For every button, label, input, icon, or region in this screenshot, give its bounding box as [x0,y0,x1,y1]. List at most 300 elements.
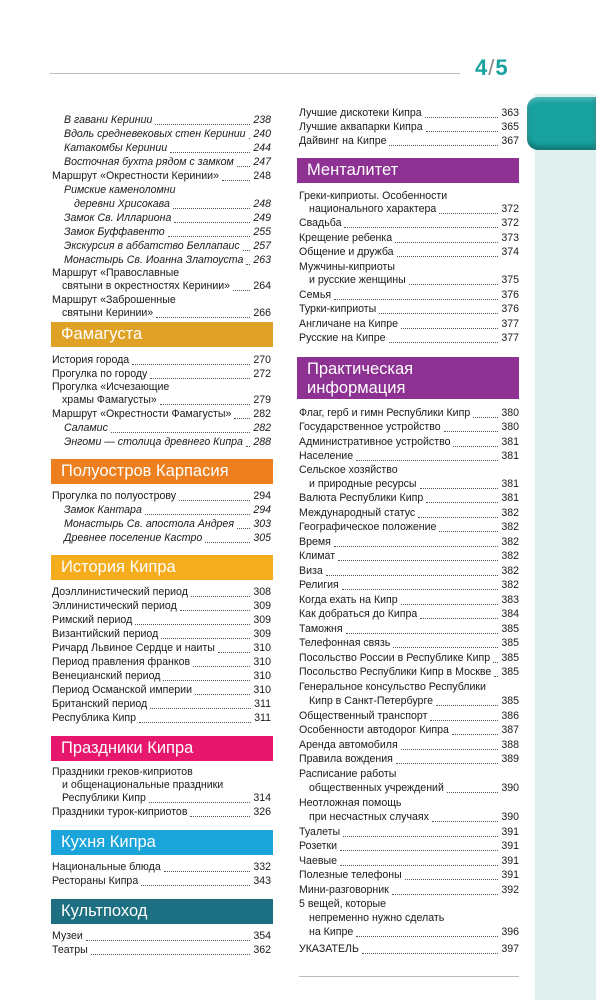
toc-entry-title: Когда ехать на Кипр [299,594,398,606]
toc-entry[interactable] [299,535,519,549]
toc-entry-title: Ричард Львиное Сердце и наиты [52,642,215,654]
toc-entry-title: на Кипре [309,926,354,938]
toc-entry[interactable] [299,506,519,520]
toc-leader-dots [356,449,498,461]
toc-entry-title: Римский период [52,614,133,626]
toc-entry[interactable] [299,665,519,679]
toc-entry-page: 305 [253,532,271,544]
toc-entry[interactable] [52,380,271,394]
toc-entry-title: Валюта Республики Кипр [299,492,424,504]
toc-entry-title: Крещение ребенка [299,232,393,244]
toc-entry[interactable] [64,183,271,197]
toc-entry[interactable] [299,231,519,245]
toc-entry[interactable] [299,449,519,463]
toc-entry-title: Лучшие аквапарки Кипра [299,121,423,133]
toc-entry-title: и природные ресурсы [309,478,417,490]
toc-leader-dots [392,883,498,895]
toc-entry-title: Венецианский период [52,670,161,682]
toc-entry-page: 374 [501,246,519,258]
toc-entry-page: 282 [253,422,271,434]
toc-entry-title: Расписание работы [299,768,397,780]
toc-leader-dots [161,627,250,639]
toc-leader-dots [222,169,250,181]
toc-entry[interactable] [299,120,519,134]
toc-leader-dots [243,239,250,251]
toc-leader-dots [170,141,250,153]
toc-leader-dots [425,106,498,118]
toc-leader-dots [195,683,250,695]
toc-entry-page: 264 [253,280,271,292]
toc-entry[interactable] [309,202,519,216]
toc-entry-title: УКАЗАТЕЛЬ [299,943,359,955]
toc-entry-page: 391 [501,840,519,852]
toc-entry-title: История города [52,354,130,366]
toc-entry[interactable] [64,141,271,155]
toc-entry-title: Прогулка «Исчезающие [52,381,170,393]
toc-entry-title: Неотложная помощь [299,797,402,809]
toc-entry[interactable] [309,477,519,491]
toc-entry[interactable] [299,680,519,694]
toc-entry[interactable] [299,622,519,636]
toc-entry[interactable] [52,293,271,307]
toc-entry-title: Рестораны Кипра [52,875,139,887]
toc-entry[interactable] [64,113,271,127]
toc-entry-title: Время [299,536,331,548]
toc-entry-title: Доэллинистический период [52,586,188,598]
toc-entry-page: 381 [501,436,519,448]
toc-leader-dots [338,549,498,561]
toc-entry-title: Административное устройство [299,436,451,448]
toc-entry-page: 282 [253,408,271,420]
toc-entry[interactable] [52,266,271,280]
toc-entry[interactable] [64,421,271,435]
toc-leader-dots [132,353,250,365]
toc-leader-dots [418,506,498,518]
toc-leader-dots [444,420,498,432]
toc-entry-page: 310 [253,684,271,696]
toc-leader-dots [237,517,250,529]
section-heading: Полуостров Карпасия [51,459,273,484]
toc-entry[interactable] [299,607,519,621]
toc-entry-page: 391 [501,855,519,867]
toc-entry[interactable] [52,489,271,503]
toc-entry-page: 294 [253,490,271,502]
toc-leader-dots [401,317,498,329]
toc-entry-page: 343 [253,875,271,887]
toc-entry[interactable] [299,189,519,203]
section-heading-line: информация [307,379,406,397]
toc-leader-dots [246,253,250,265]
toc-entry[interactable] [299,738,519,752]
toc-leader-dots [432,810,498,822]
toc-entry[interactable] [64,503,271,517]
toc-leader-dots [346,622,498,634]
toc-entry-title: Праздники турок-киприотов [52,806,188,818]
toc-entry-page: 377 [501,318,519,330]
page-current: 4 [475,55,488,80]
toc-leader-dots [173,197,250,209]
toc-entry-page: 270 [253,354,271,366]
toc-entry-title: Правила вождения [299,753,393,765]
toc-entry-page: 382 [501,579,519,591]
toc-entry-page: 376 [501,289,519,301]
toc-leader-dots [326,564,498,576]
toc-entry[interactable] [64,239,271,253]
toc-entry[interactable] [309,273,519,287]
toc-entry[interactable] [64,517,271,531]
toc-entry[interactable] [299,564,519,578]
toc-entry-title: Маршрут «Окрестности Фамагусты» [52,408,232,420]
toc-entry-page: 385 [501,695,519,707]
toc-leader-dots [191,585,250,597]
toc-leader-dots [405,868,498,880]
toc-entry-title: Монастырь Св. Иоанна Златоуста [64,254,244,266]
toc-entry[interactable] [64,211,271,225]
toc-entry[interactable] [52,929,271,943]
toc-entry-title: Праздники греков-киприотов [52,766,193,778]
section-heading: Праздники Кипра [51,736,273,761]
toc-entry[interactable] [299,463,519,477]
toc-entry-title: Телефонная связь [299,637,391,649]
toc-entry[interactable] [74,197,271,211]
toc-entry-title: Флаг, герб и гимн Республики Кипр [299,407,471,419]
toc-leader-dots [447,781,498,793]
toc-leader-dots [249,127,250,139]
toc-leader-dots [493,651,498,663]
toc-entry[interactable] [52,627,271,641]
toc-entry-title: Семья [299,289,332,301]
toc-entry-page: 311 [254,698,271,710]
toc-entry-title: Таможня [299,623,343,635]
toc-entry[interactable] [52,874,271,888]
toc-entry[interactable] [62,279,271,293]
toc-entry-page: 372 [501,203,519,215]
toc-entry-page: 288 [253,436,271,448]
toc-entry[interactable] [299,897,519,911]
toc-entry-page: 385 [501,637,519,649]
toc-entry-page: 389 [501,753,519,765]
toc-leader-dots [439,520,498,532]
toc-leader-dots [246,435,250,447]
toc-entry-page: 309 [253,628,271,640]
toc-entry-title: Республика Кипр [52,712,137,724]
toc-leader-dots [343,825,498,837]
toc-entry-title: Сельское хозяйство [299,464,398,476]
toc-leader-dots [396,752,498,764]
toc-entry[interactable] [299,839,519,853]
toc-entry-title: Как добраться до Кипра [299,608,418,620]
toc-entry-title: Чаевые [299,855,337,867]
toc-entry-title: Мужчины-киприоты [299,261,395,273]
toc-entry[interactable] [52,669,271,683]
toc-entry[interactable] [309,810,519,824]
toc-entry[interactable] [299,796,519,810]
toc-entry-page: 279 [253,394,271,406]
toc-entry[interactable] [62,791,271,805]
toc-leader-dots [190,805,250,817]
toc-entry-title: Греки-киприоты. Особенности [299,190,448,202]
toc-entry-page: 376 [501,303,519,315]
toc-leader-dots [342,578,498,590]
toc-leader-dots [233,279,250,291]
toc-entry-title: Британский период [52,698,148,710]
page-number: 4/5 [475,55,508,80]
toc-entry[interactable] [52,765,271,779]
toc-entry-page: 367 [501,135,519,147]
toc-entry[interactable] [52,697,271,711]
toc-leader-dots [420,477,498,489]
toc-entry-title: Особенности автодорог Кипра [299,724,449,736]
toc-entry[interactable] [309,911,519,925]
toc-entry-page: 381 [501,450,519,462]
side-strip [535,94,596,1000]
toc-entry-title: Период Османской империи [52,684,193,696]
toc-entry-page: 257 [253,240,271,252]
footer-rule [299,976,519,977]
toc-entry[interactable] [299,435,519,449]
toc-entry[interactable] [52,711,271,725]
toc-entry-page: 382 [501,507,519,519]
toc-entry-title: Римские каменоломни [64,184,176,196]
toc-entry-page: 309 [253,600,271,612]
toc-entry[interactable] [309,925,519,939]
toc-entry[interactable] [309,694,519,708]
toc-entry[interactable] [52,169,271,183]
toc-entry-page: 310 [253,656,271,668]
toc-entry-title: Генеральное консульство Республики [299,681,486,693]
toc-leader-dots [163,669,250,681]
toc-entry[interactable] [64,435,271,449]
toc-entry-title: Население [299,450,354,462]
toc-entry-title: Эллинистический период [52,600,177,612]
toc-leader-dots [174,211,250,223]
toc-entry[interactable] [64,225,271,239]
toc-leader-dots [397,245,498,257]
toc-entry-page: 272 [253,368,271,380]
toc-leader-dots [362,942,498,954]
toc-entry-title: Прогулка по полуострову [52,490,177,502]
toc-leader-dots [156,306,250,318]
toc-entry[interactable] [299,942,519,956]
toc-leader-dots [164,860,250,872]
toc-entry[interactable] [52,805,271,819]
toc-entry-page: 294 [253,504,271,516]
toc-leader-dots [356,925,498,937]
toc-leader-dots [344,216,498,228]
toc-entry[interactable] [62,778,271,792]
toc-entry-page: 244 [253,142,271,154]
toc-entry-title: и общенациональные праздники [62,779,224,791]
toc-entry-page: 392 [501,884,519,896]
toc-entry-page: 391 [501,869,519,881]
toc-entry-page: 310 [253,670,271,682]
toc-entry[interactable] [299,636,519,650]
toc-entry-title: Древнее поселение Кастро [64,532,203,544]
toc-entry[interactable] [52,641,271,655]
toc-entry[interactable] [299,868,519,882]
toc-leader-dots [426,491,498,503]
toc-leader-dots [420,607,498,619]
toc-entry-page: 247 [253,156,271,168]
toc-entry[interactable] [299,288,519,302]
toc-entry-page: 381 [501,492,519,504]
toc-entry-title: Национальные блюда [52,861,161,873]
toc-entry-page: 310 [253,642,271,654]
toc-entry-title: Византийский период [52,628,159,640]
toc-entry-title: Полезные телефоны [299,869,402,881]
toc-entry-page: 326 [253,806,271,818]
toc-entry[interactable] [299,134,519,148]
toc-entry-page: 382 [501,521,519,533]
toc-entry-title: Республики Кипр [62,792,146,804]
toc-leader-dots [379,302,498,314]
toc-leader-dots [86,929,250,941]
toc-entry[interactable] [299,854,519,868]
toc-leader-dots [452,723,498,735]
toc-entry[interactable] [299,420,519,434]
toc-entry-page: 383 [501,594,519,606]
toc-leader-dots [135,613,250,625]
toc-entry[interactable] [52,655,271,669]
toc-entry[interactable] [62,306,271,320]
toc-entry-page: 388 [501,739,519,751]
toc-leader-dots [168,225,250,237]
toc-entry-title: Период правления франков [52,656,191,668]
section-heading: Фамагуста [51,322,273,347]
toc-leader-dots [179,489,250,501]
toc-entry[interactable] [299,593,519,607]
toc-entry[interactable] [299,245,519,259]
toc-entry-page: 354 [253,930,271,942]
toc-entry-title: Вдоль средневековых стен Керинии [64,128,246,140]
toc-entry[interactable] [62,393,271,407]
toc-entry-title: Посольство России в Республике Кипр [299,652,491,664]
toc-entry[interactable] [52,353,271,367]
toc-entry-title: Прогулка по городу [52,368,148,380]
toc-entry[interactable] [299,491,519,505]
toc-leader-dots [409,273,498,285]
toc-entry-page: 332 [253,861,271,873]
toc-leader-dots [439,202,498,214]
toc-entry-title: при несчастных случаях [309,811,429,823]
toc-entry[interactable] [309,781,519,795]
toc-entry[interactable] [299,883,519,897]
toc-entry-page: 266 [253,307,271,319]
toc-entry-page: 308 [253,586,271,598]
toc-entry[interactable] [64,127,271,141]
toc-entry[interactable] [64,531,271,545]
toc-entry[interactable] [299,723,519,737]
toc-leader-dots [334,535,498,547]
toc-entry-title: Общение и дружба [299,246,394,258]
toc-entry[interactable] [64,253,271,267]
toc-entry[interactable] [299,520,519,534]
toc-leader-dots [180,599,250,611]
toc-entry-title: Маршрут «Окрестности Керинии» [52,170,219,182]
toc-entry[interactable] [299,216,519,230]
toc-entry-page: 396 [501,926,519,938]
toc-entry-page: 240 [253,128,271,140]
header-rule [50,73,460,74]
toc-entry[interactable] [52,683,271,697]
toc-entry[interactable] [299,331,519,345]
toc-leader-dots [334,288,498,300]
toc-entry-title: святыни Керинии» [62,307,154,319]
toc-leader-dots [389,134,498,146]
chapter-tab [527,97,596,150]
toc-entry-page: 380 [501,421,519,433]
toc-entry-title: Русские на Кипре [299,332,386,344]
toc-entry[interactable] [52,599,271,613]
toc-entry-title: 5 вещей, которые [299,898,386,910]
toc-entry-title: Экскурсия в аббатство Беллапаис [64,240,240,252]
toc-entry-page: 373 [501,232,519,244]
toc-entry[interactable] [299,406,519,420]
toc-entry-title: Религия [299,579,339,591]
toc-entry-page: 377 [501,332,519,344]
toc-entry-page: 397 [501,943,519,955]
toc-entry-title: Энгоми — столица древнего Кипра [64,436,243,448]
toc-entry[interactable] [52,407,271,421]
toc-entry-title: Маршрут «Православные [52,267,180,279]
toc-leader-dots [139,711,251,723]
toc-entry[interactable] [299,260,519,274]
toc-entry-page: 387 [501,724,519,736]
toc-entry-title: Виза [299,565,323,577]
toc-entry[interactable] [52,943,271,957]
toc-entry-title: Монастырь Св. апостола Андрея [64,518,234,530]
toc-entry[interactable] [299,767,519,781]
toc-leader-dots [473,406,498,418]
toc-entry[interactable] [52,613,271,627]
toc-entry[interactable] [299,709,519,723]
toc-entry[interactable] [299,106,519,120]
toc-entry-title: Англичане на Кипре [299,318,399,330]
toc-entry[interactable] [299,317,519,331]
toc-entry[interactable] [52,860,271,874]
toc-entry-title: Дайвинг на Кипре [299,135,387,147]
toc-entry-page: 381 [501,478,519,490]
toc-entry-page: 263 [253,254,271,266]
toc-entry-page: 248 [253,170,271,182]
toc-entry-title: деревни Хрисокава [74,198,170,210]
toc-entry[interactable] [299,752,519,766]
toc-entry-title: Розетки [299,840,338,852]
toc-leader-dots [141,874,250,886]
toc-entry[interactable] [299,651,519,665]
toc-entry-page: 380 [501,407,519,419]
toc-entry[interactable] [299,825,519,839]
toc-leader-dots [150,697,251,709]
toc-entry[interactable] [52,585,271,599]
toc-entry[interactable] [52,367,271,381]
toc-entry-page: 384 [501,608,519,620]
toc-entry[interactable] [299,578,519,592]
toc-leader-dots [389,331,498,343]
toc-entry-title: Замок Св. Иллариона [64,212,172,224]
toc-leader-dots [150,367,250,379]
toc-entry[interactable] [64,155,271,169]
toc-leader-dots [237,155,250,167]
toc-entry-title: Государственное устройство [299,421,441,433]
toc-entry[interactable] [299,302,519,316]
toc-leader-dots [155,113,250,125]
toc-leader-dots [205,531,250,543]
toc-entry-title: Музеи [52,930,83,942]
toc-entry-page: 248 [253,198,271,210]
toc-entry[interactable] [299,549,519,563]
toc-entry-title: святыни в окрестностях Керинии» [62,280,231,292]
